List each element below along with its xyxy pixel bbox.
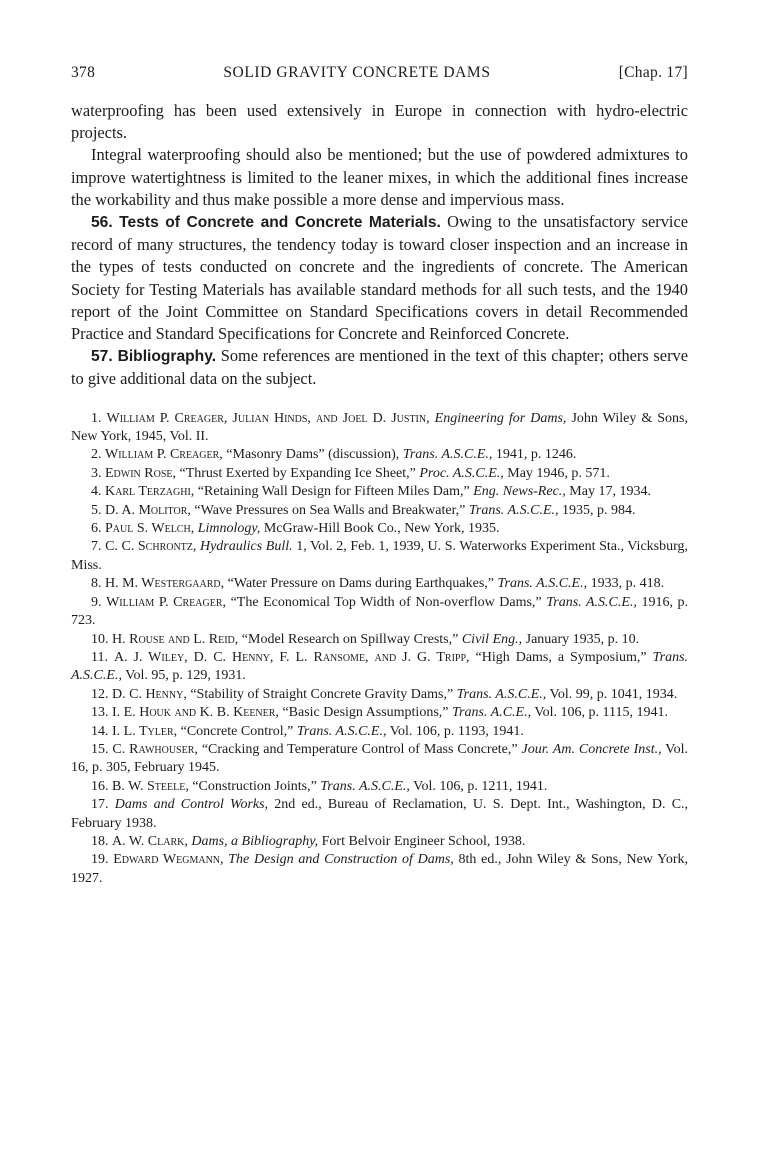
entry-author: Edwin Rose,: [105, 465, 176, 481]
entry-author: William P. Creager,: [106, 594, 226, 610]
entry-author: D. A. Molitor,: [105, 502, 191, 518]
entry-author: A. W. Clark,: [112, 833, 188, 849]
entry-details: May 1946, p. 571.: [507, 465, 610, 481]
entry-article-title: “Water Pressure on Dams during Earthquakes,”: [227, 576, 494, 592]
entry-publication: Dams, a Bibliography,: [191, 833, 319, 849]
entry-details: 1933, p. 418.: [590, 576, 665, 592]
bibliography-entry: [71, 686, 688, 704]
book-page: [71, 64, 688, 888]
entry-number: 1.: [91, 410, 102, 426]
entry-publication: Trans. A.S.C.E.,: [468, 502, 559, 518]
entry-publication: Trans. A.S.C.E.,: [456, 686, 547, 702]
entry-details: McGraw-Hill Book Co., New York, 1935.: [263, 521, 500, 537]
entry-number: 6.: [91, 521, 102, 537]
bibliography-entry: [71, 851, 688, 888]
paragraph-integral-waterproofing: Integral waterproofing should also be mentioned; but the use of powdered admixtures to improve watertightness is limited to the leaner mixes, in which the additional fines increase the workability and thus make possible a more dense and impervious mass.: [71, 145, 688, 209]
bibliography-entry: [71, 833, 688, 851]
entry-details: Vol. 99, p. 1041, 1934.: [549, 686, 678, 702]
chapter-label: [Chap. 17]: [618, 64, 688, 81]
entry-author: Paul S. Welch,: [105, 521, 195, 537]
entry-publication: The Design and Construction of Dams,: [228, 852, 454, 868]
entry-number: 12.: [91, 686, 109, 702]
entry-author: Karl Terzaghi,: [105, 484, 195, 500]
entry-details: Vol. 16, p. 305, February 1945.: [71, 741, 688, 776]
entry-publication: Trans. A.S.C.E.,: [402, 447, 493, 463]
section-57-text: Some references are mentioned in the text of this chapter; others serve to give additional data on the subject.: [71, 346, 688, 389]
entry-author: William P. Creager,: [105, 447, 223, 463]
bibliography-entry: [71, 741, 688, 778]
entry-article-title: “Masonry Dams” (discussion),: [226, 447, 400, 463]
entry-author: I. E. Houk and K. B. Keener,: [112, 705, 279, 721]
bibliography-entry: [71, 704, 688, 722]
entry-article-title: “The Economical Top Width of Non-overflow Dams,”: [230, 594, 542, 610]
bibliography-entry: [71, 631, 688, 649]
body-text: [71, 100, 688, 391]
section-56: [71, 211, 688, 345]
entry-details: John Wiley & Sons, New York, 1945, Vol. II.: [71, 410, 689, 445]
running-header: [71, 64, 688, 86]
entry-number: 13.: [91, 705, 109, 721]
entry-article-title: “Cracking and Temperature Control of Mass Concrete,”: [201, 741, 518, 757]
entry-publication: Proc. A.S.C.E.,: [419, 465, 504, 481]
bibliography-entry: [71, 502, 688, 520]
entry-details: Vol. 106, p. 1193, 1941.: [389, 723, 524, 739]
section-57: [71, 345, 688, 390]
entry-number: 8.: [91, 576, 102, 592]
entry-number: 7.: [91, 539, 102, 555]
entry-article-title: “Model Research on Spillway Crests,”: [241, 631, 459, 647]
bibliography-entry: [71, 410, 688, 447]
entry-number: 11.: [91, 649, 108, 665]
entry-article-title: “Stability of Straight Concrete Gravity Dams,”: [190, 686, 454, 702]
entry-author: D. C. Henny,: [112, 686, 187, 702]
entry-publication: Eng. News-Rec.,: [473, 484, 566, 500]
entry-number: 2.: [91, 447, 102, 463]
entry-details: Vol. 106, p. 1115, 1941.: [534, 705, 668, 721]
entry-article-title: “Basic Design Assumptions,”: [282, 705, 449, 721]
bibliography-entry: [71, 538, 688, 575]
entry-details: 1941, p. 1246.: [495, 447, 577, 463]
entry-number: 17.: [91, 797, 109, 813]
running-title: SOLID GRAVITY CONCRETE DAMS: [223, 64, 491, 81]
bibliography-entry: [71, 594, 688, 631]
entry-details: Fort Belvoir Engineer School, 1938.: [321, 833, 526, 849]
entry-author: William P. Creager, Julian Hinds, and Joel D. Justin,: [106, 410, 430, 426]
entry-details: Vol. 95, p. 129, 1931.: [125, 668, 246, 684]
entry-details: 1, Vol. 2, Feb. 1, 1939, U. S. Waterworks Experiment Sta., Vicksburg, Miss.: [71, 539, 689, 573]
entry-number: 5.: [91, 502, 102, 518]
entry-publication: Trans. A.S.C.E.,: [71, 649, 689, 684]
entry-details: Vol. 106, p. 1211, 1941.: [413, 778, 548, 794]
entry-number: 18.: [91, 833, 109, 849]
section-56-text: Owing to the unsatisfactory service record of many structures, the tendency today is toward closer inspection and an increase in the types of tests conducted on concrete and the ingredients of concrete. The American Society for Testing Materials has available standard methods for all such tests, and the 1940 report of the Joint Committee on Standard Specifications covers in detail Recommended Practice and Standard Specifications for Concrete and Reinforced Concrete.: [71, 212, 688, 344]
entry-publication: Engineering for Dams,: [434, 410, 567, 426]
entry-article-title: “Concrete Control,”: [180, 723, 294, 739]
bibliography-entry: [71, 575, 688, 593]
bibliography-entry: [71, 723, 688, 741]
entry-publication: Trans. A.S.C.E.,: [546, 594, 637, 610]
entry-author: H. Rouse and L. Reid,: [112, 631, 239, 647]
entry-article-title: “Wave Pressures on Sea Walls and Breakwater,”: [194, 502, 466, 518]
entry-details: 1935, p. 984.: [562, 502, 636, 518]
entry-author: H. M. Westergaard,: [105, 576, 225, 592]
entry-publication: Trans. A.S.C.E.,: [497, 576, 588, 592]
section-56-heading: 56. Tests of Concrete and Concrete Materials.: [91, 214, 441, 232]
entry-number: 16.: [91, 778, 109, 794]
entry-publication: Civil Eng.,: [461, 631, 523, 647]
entry-publication: Trans. A.S.C.E.,: [296, 723, 387, 739]
bibliography-entry: [71, 778, 688, 796]
entry-article-title: “Construction Joints,”: [192, 778, 317, 794]
entry-article-title: “Retaining Wall Design for Fifteen Miles Dam,”: [197, 484, 470, 500]
entry-details: 1916, p. 723.: [71, 594, 689, 629]
entry-publication: Limnology,: [197, 521, 261, 537]
entry-author: C. C. Schrontz,: [105, 539, 197, 555]
section-57-heading: 57. Bibliography.: [91, 348, 217, 366]
entry-author: I. L. Tyler,: [112, 723, 178, 739]
entry-article-title: “High Dams, a Symposium,”: [475, 649, 647, 665]
entry-article-title: “Thrust Exerted by Expanding Ice Sheet,”: [179, 465, 416, 481]
entry-details: 2nd ed., Bureau of Reclamation, U. S. Dept. Int., Washington, D. C., February 1938.: [71, 797, 689, 831]
entry-author: Edward Wegmann,: [113, 852, 224, 868]
bibliography-entry: [71, 446, 688, 464]
bibliography-entry: [71, 649, 688, 686]
entry-number: 19.: [91, 852, 109, 868]
entry-number: 9.: [91, 594, 102, 610]
entry-number: 3.: [91, 465, 102, 481]
entry-details: May 17, 1934.: [569, 484, 651, 500]
bibliography-entry: [71, 796, 688, 833]
paragraph-continued: waterproofing has been used extensively in Europe in connection with hydro-electric projects.: [71, 101, 688, 143]
bibliography-entry: [71, 520, 688, 538]
bibliography-entry: [71, 465, 688, 483]
entry-number: 4.: [91, 484, 102, 500]
entry-publication: Trans. A.C.E.,: [451, 705, 532, 721]
entry-author: B. W. Steele,: [112, 778, 189, 794]
entry-author: C. Rawhouser,: [112, 741, 198, 757]
entry-publication: Trans. A.S.C.E.,: [320, 778, 410, 794]
bibliography-entry: [71, 483, 688, 501]
entry-publication: Jour. Am. Concrete Inst.,: [521, 741, 662, 757]
entry-number: 15.: [91, 741, 109, 757]
entry-publication: Dams and Control Works,: [114, 797, 269, 813]
entry-publication: Hydraulics Bull.: [199, 539, 293, 555]
entry-details: January 1935, p. 10.: [525, 631, 640, 647]
bibliography-list: [71, 410, 688, 889]
page-number: 378: [71, 64, 96, 81]
entry-author: A. J. Wiley, D. C. Henny, F. L. Ransome, and J. G. Tripp,: [113, 649, 470, 665]
entry-number: 10.: [91, 631, 109, 647]
entry-details: 8th ed., John Wiley & Sons, New York, 1927.: [71, 852, 688, 886]
entry-number: 14.: [91, 723, 109, 739]
